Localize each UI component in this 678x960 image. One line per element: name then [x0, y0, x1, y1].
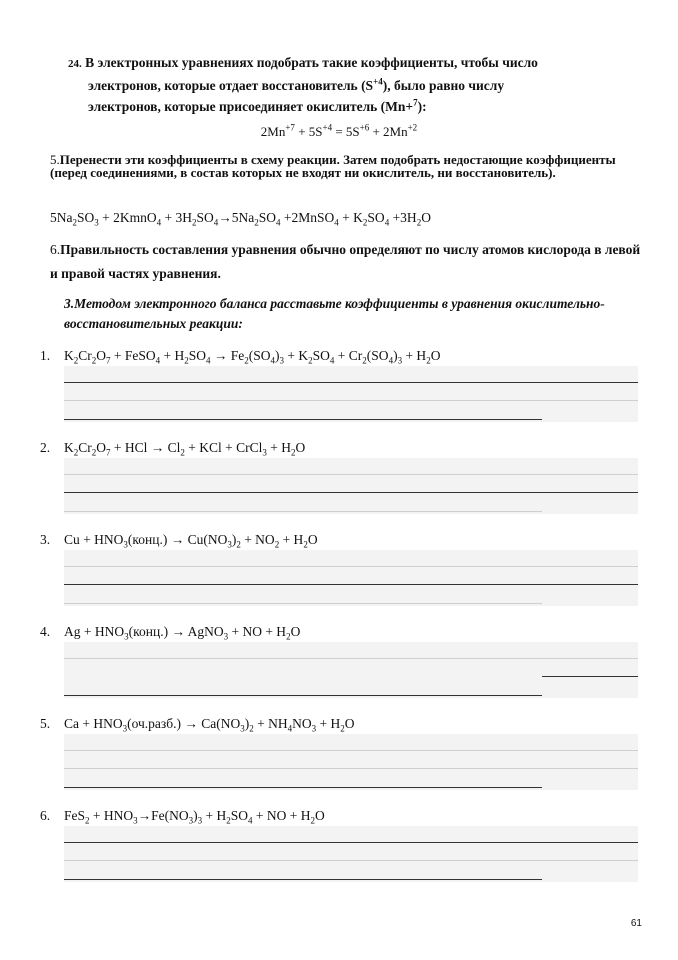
- task-equation: $K_2Cr_2O_7$ + HCl → $Cl_2$ + KCl + CrCl$_3$ + $H_2O$: [64, 440, 306, 458]
- answer-line: [64, 566, 638, 567]
- answer-line: [64, 658, 638, 659]
- intro-line-3: электронов, которые присоединяет окислитель (Mn+$^7$):: [88, 97, 427, 114]
- task-number: 5.: [40, 716, 51, 731]
- task-number: 1.: [40, 348, 51, 363]
- answer-line: [64, 879, 542, 880]
- intro-paragraph: [68, 52, 648, 117]
- page-number: 61: [630, 918, 642, 929]
- answer-area[interactable]: [64, 550, 638, 606]
- intro-line-2: электронов, которые отдает восстановитель $(S^{+4})$, было равно числу: [88, 76, 505, 93]
- answer-line: [64, 860, 638, 861]
- task-equation: $Cu + HNO_3(конц.) \to Cu(NO_3)_2 + NO_2 + H_2O$: [64, 532, 318, 550]
- answer-line: [64, 474, 638, 475]
- step-5-equation: $5Na_2SO_3$ + 2KmnO$_4$ + $3H_2SO_4\to 5Na_2SO_4$ +2MnSO$_4$ + $K_2SO_4 +3H_2O$: [50, 210, 431, 228]
- answer-line: [64, 603, 542, 604]
- answer-line: [64, 750, 638, 751]
- answer-line: [64, 787, 542, 788]
- task-equation: $K_2Cr_2O_7$ + FeSO$_4$ + $H_2SO_4 \to Fe_2(SO_4)_3 + K_2SO_4 + Cr_2(SO_4)_3 + H_2O$: [64, 348, 441, 366]
- electron-equation: $2Mn^{+7} + 5S^{+4} = 5S^{+6} + 2Mn^{+2}$: [260, 122, 418, 139]
- answer-area[interactable]: [64, 642, 638, 698]
- intro-line-1: В электронных уравнениях подобрать такие коэффициенты, чтобы число: [85, 55, 538, 70]
- answer-area[interactable]: [64, 366, 638, 422]
- answer-line: [64, 419, 542, 420]
- task-equation: $Ag + HNO_3(конц.)$ → AgNO$_3$ + NO + $H_2O$: [64, 624, 301, 642]
- task-3-heading: 3.Методом электронного баланса расставьте коэффициенты в уравнения окислительно-восстановительных реакции:: [64, 296, 605, 331]
- step-5-number: 5.: [50, 152, 60, 167]
- task-equation: $FeS_2 + HNO_3\to Fe(NO_3)_3 + H_2SO_4$ + NO + $H_2O$: [64, 808, 325, 826]
- step-6-number: 6.: [50, 242, 61, 257]
- answer-line: [64, 695, 542, 696]
- answer-line: [64, 584, 638, 585]
- answer-line: [64, 492, 638, 493]
- answer-line: [64, 400, 638, 401]
- intro-number: 24.: [68, 58, 82, 70]
- step-6-text: Правильность составления уравнения обычно определяют по числу атомов кислорода в левой и правой частях уравнения.: [50, 242, 641, 281]
- task-number: 6.: [40, 808, 51, 823]
- answer-line: [542, 676, 638, 677]
- step-6-paragraph: [50, 238, 650, 286]
- answer-line: [64, 382, 638, 383]
- task-number: 3.: [40, 532, 51, 547]
- answer-line: [64, 842, 638, 843]
- task-number: 4.: [40, 624, 51, 639]
- step-5-paragraph: [50, 153, 650, 179]
- answer-line: [64, 511, 542, 512]
- task-number: 2.: [40, 440, 51, 455]
- answer-area[interactable]: [64, 826, 638, 882]
- answer-line: [64, 768, 638, 769]
- task-equation: $Ca + HNO_3(оч.разб.) \to Ca(NO_3)_2 + NH_4NO_3 + H_2O$: [64, 716, 355, 734]
- answer-area[interactable]: [64, 458, 638, 514]
- step-5-text: Перенести эти коэффициенты в схему реакции. Затем подобрать недостающие коэффициенты (перед соединениями, в состав которых не входят ни окислитель, ни восстановитель).: [50, 152, 616, 180]
- answer-area[interactable]: [64, 734, 638, 790]
